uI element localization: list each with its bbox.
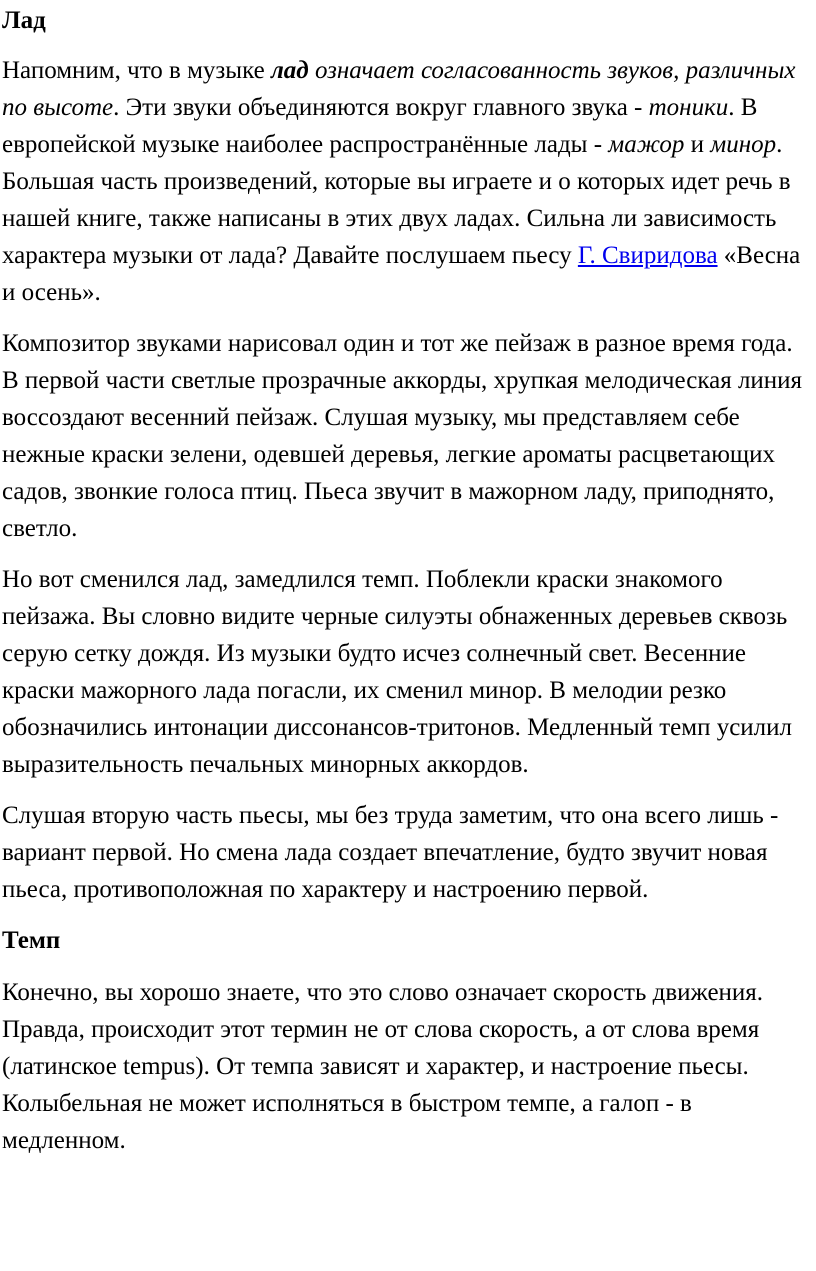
text-span: . Большая часть произведений, которые вы играете и о которых идет речь в нашей книге, также написаны в этих двух ладах. Сильна ли зависимость характера музыки от лада? Давайте послушаем пьесу <box>2 131 791 269</box>
paragraph-autumn: Но вот сменился лад, замедлился темп. Поблекли краски знакомого пейзажа. Вы словно видите черные силуэты обнаженных деревьев сквозь серую сетку дождя. Из музыки будто исчез солнечный свет. Весенние краски мажорного лада погасли, их сменил минор. В мелодии резко обозначились интонации диссонансов-тритонов. Медленный темп усилил выразительность печальных минорных аккордов. <box>2 566 793 778</box>
term-lad: лад <box>270 57 309 84</box>
term-mazhor: мажор <box>608 131 685 158</box>
document-page <box>0 2 812 1159</box>
heading-lad: Лад <box>2 7 46 34</box>
sviridov-link[interactable]: Г. Свиридова <box>577 242 718 269</box>
term-toniki: тоники <box>648 94 729 121</box>
term-minor: минор <box>710 131 777 158</box>
paragraph-variant: Слушая вторую часть пьесы, мы без труда заметим, что она всего лишь - вариант первой. Но смена лада создает впечатление, будто звучит новая пьеса, противоположная по характеру и настроению первой. <box>2 802 779 903</box>
paragraph-lad-definition <box>2 52 812 311</box>
paragraph-spring: Композитор звуками нарисовал один и тот же пейзаж в разное время года. В первой части светлые прозрачные аккорды, хрупкая мелодическая линия воссоздают весенний пейзаж. Слушая музыку, мы представляем себе нежные краски зелени, одевшей деревья, легкие ароматы расцветающих садов, звонкие голоса птиц. Пьеса звучит в мажорном ладу, приподнято, светло. <box>2 330 803 542</box>
text-span: «Весна и осень». <box>2 242 801 306</box>
text-span: и <box>684 131 711 158</box>
text-span: . Эти звуки объединяются вокруг главного звука - <box>113 94 649 121</box>
paragraph-tempo: Конечно, вы хорошо знаете, что это слово означает скорость движения. Правда, происходит этот термин не от слова скорость, а от слова время (латинское tempus). От темпа зависят и характер, и настроение пьесы. Колыбельная не может исполняться в быстром темпе, а галоп - в медленном. <box>2 979 764 1154</box>
definition-italic: означает согласованность звуков, различных по высоте <box>2 57 796 121</box>
text-span: . В европейской музыке наиболее распространённые лады - <box>2 94 758 158</box>
text-span: Напомним, что в музыке <box>2 57 271 84</box>
heading-temp: Темп <box>2 927 61 954</box>
